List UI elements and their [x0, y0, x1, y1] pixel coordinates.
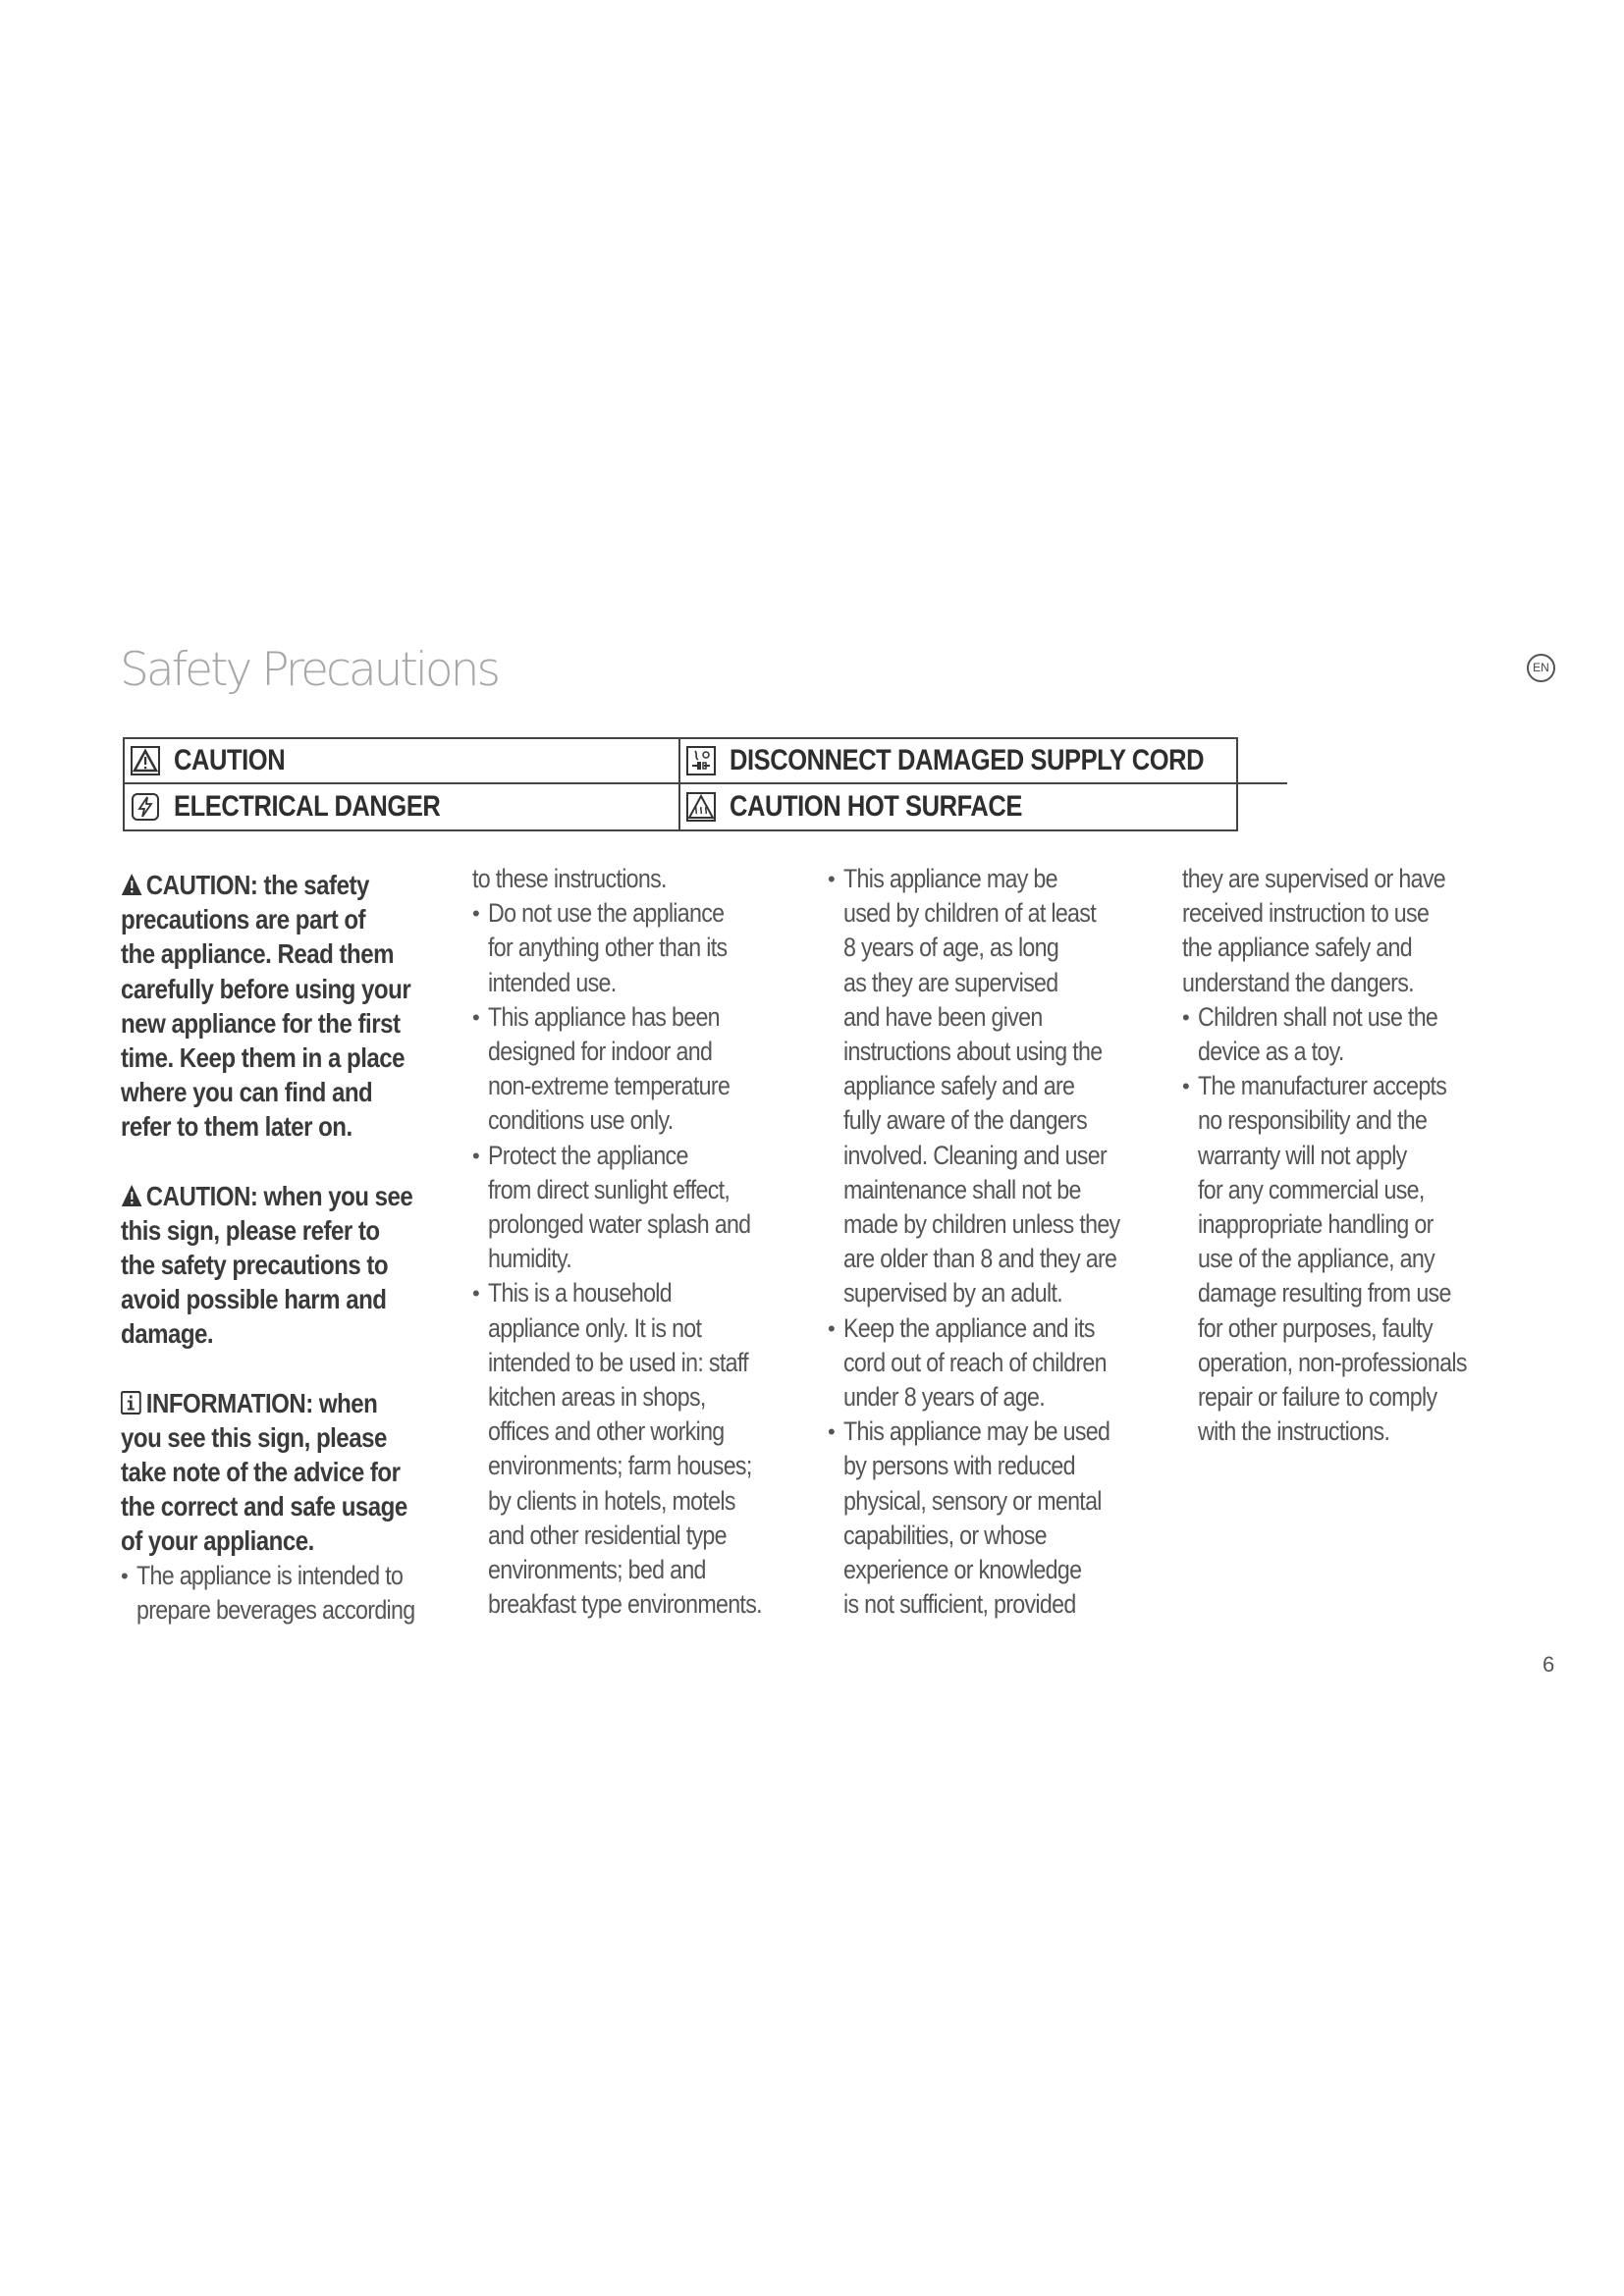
- column-2: [472, 862, 826, 1622]
- legend-disconnect-cord: [680, 739, 1287, 784]
- electrical-danger-icon: [131, 792, 160, 822]
- page-title: Safety Precautions: [120, 643, 498, 697]
- legend-label: ELECTRICAL DANGER: [174, 790, 441, 823]
- list-item: • The manufacturer accepts no responsibility and the warranty will not apply for any commercial use, inappropriate handling or use of the appliance, any damage resulting from use for other purposes, faulty operation, non-professionals repair or failure to comply with the instructions.: [1182, 1069, 1536, 1449]
- list-item: • This appliance has been designed for indoor and non-extreme temperature conditions use only.: [472, 1000, 826, 1139]
- legend-hot-surface: [680, 784, 1287, 829]
- page-number: 6: [1543, 1652, 1555, 1677]
- language-badge: EN: [1527, 654, 1555, 682]
- symbol-legend-table: [123, 737, 1238, 831]
- hot-surface-icon: [686, 792, 716, 822]
- warning-triangle-icon: [131, 746, 160, 775]
- list-item: • This appliance may be used by persons with reduced physical, sensory or mental capabilities, or whose experience or knowledge is not sufficient, provided: [828, 1415, 1181, 1622]
- column-1: [121, 868, 455, 1628]
- disconnect-cord-icon: [686, 746, 716, 775]
- column-4: [1182, 862, 1536, 1449]
- list-item: to these instructions.: [472, 864, 667, 893]
- list-item: • Children shall not use the device as a toy.: [1182, 1000, 1536, 1069]
- caution-sign-note: CAUTION: when you see this sign, please refer to the safety precautions to avoid possible harm and damage.: [121, 1180, 413, 1350]
- list-item: • Protect the appliance from direct sunlight effect, prolonged water splash and humidity.: [472, 1139, 826, 1277]
- warning-triangle-icon: [121, 873, 142, 896]
- list-item: • This is a household appliance only. It is not intended to be used in: staff kitchen areas in shops, offices and other working environments; farm houses; by clients in hotels, motels and other residential type environments; bed and breakfast type environments.: [472, 1276, 826, 1622]
- information-note: INFORMATION: when you see this sign, please take note of the advice for the correct and safe usage of your appliance.: [121, 1387, 407, 1557]
- list-item: they are supervised or have received instruction to use the appliance safely and understand the dangers.: [1182, 864, 1445, 997]
- caution-intro: CAUTION: the safety precautions are part of the appliance. Read them carefully before using your new appliance for the first time. Keep them in a place where you can find and refer to them later on.: [121, 870, 411, 1143]
- legend-caution: [125, 739, 680, 784]
- information-icon: [121, 1391, 142, 1415]
- legend-label: CAUTION HOT SURFACE: [730, 790, 1022, 823]
- list-item: • Keep the appliance and its cord out of reach of children under 8 years of age.: [828, 1311, 1181, 1415]
- list-item: • This appliance may be used by children of at least 8 years of age, as long as they are supervised and have been given instructions about using the appliance safely and are fully aware of the dangers involved. Cleaning and user maintenance shall not be made by children unless they are older than 8 and they are supervised by an adult.: [828, 862, 1181, 1311]
- warning-triangle-icon: [121, 1184, 142, 1207]
- column-3: [828, 862, 1181, 1622]
- legend-label: CAUTION: [174, 744, 286, 776]
- list-item: • The appliance is intended to prepare beverages according: [121, 1559, 455, 1628]
- list-item: • Do not use the appliance for anything other than its intended use.: [472, 896, 826, 1000]
- legend-electrical-danger: [125, 784, 680, 829]
- legend-label: DISCONNECT DAMAGED SUPPLY CORD: [730, 744, 1205, 776]
